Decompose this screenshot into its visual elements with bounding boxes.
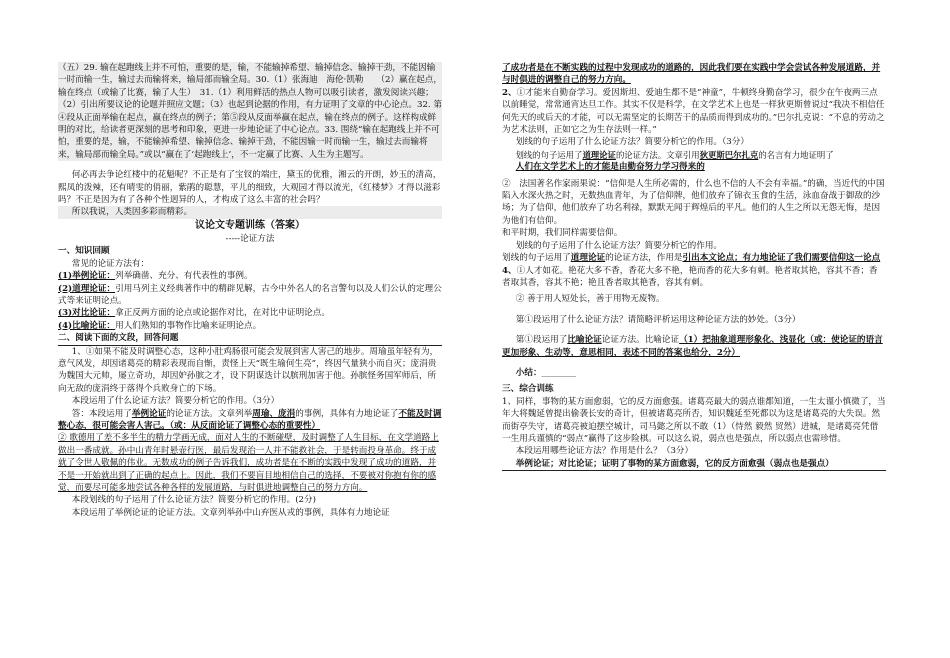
question-six-ask: 本段运用哪些论证方法？作用是什么？（3分） <box>515 446 694 457</box>
left-column <box>58 62 442 519</box>
right-column <box>502 62 886 471</box>
question-four-text: ② 法国著名作家雨果说：“信仰是人生所必需的，什么也不信的人不会有幸福。”的确，当近代的中国陷入水深火热之时，无数热血青年，为了信仰牌，他们放弃了锦衣玉食的生活，泳血奋战于御敌的沙场；为了信仰，他们放弃了功名利禄，默默无闻于辉煌后的平凡。他们的人生之所以无怨无悔，是因为他们有信仰。 <box>502 178 885 226</box>
question-five-ask: 第①段运用了什么论证方法？请简略评析运用这种论证方法的妙处。（3分） <box>515 314 801 325</box>
method-reasoning: (2)道理论证：引用马列主义经典著作中的精辟见解，古今中外名人的名言警句以及人们公认的定理公式等来证明论点。 <box>58 283 442 306</box>
methods-intro: 常见的论证方法有： <box>71 258 150 269</box>
question-one-answer: 答：本段运用了举例论证的论证方法。文章列举周瑜、庞涓的事例，具体有力地论证了不能及时调整心态，很可能会害人害己。（或：从反面论证了调整心态的重要性） <box>58 408 442 431</box>
doc-title: 议论文专题训练（答案） <box>195 219 305 231</box>
section-heading-reading: 二、阅读下面的文段，回答问题 <box>58 332 442 345</box>
section-heading-review: 一、知识回顾 <box>58 246 110 257</box>
question-four-end: 和平时期，我们同样需要信仰。 <box>502 228 623 239</box>
question-two-text: ② 歌德用了差不多半生的精力学画无成，面对人生的不断碰壁，及时调整了人生目标，在文学道路上做出一番成就。孙中山青年时悬壶行医，最后发现治一人并不能救社会，于是转而投身革命。终于成就了令世人敬佩的伟业。无数成功的例子告诉我们，成功者是在不断的实践中发现了成功的道路，并不是一开始就出到了正确的起点上。因此，我们不要盲目地相信自己的选择，不要被对你抱有你的感觉，而要尽可能多地尝试各种各样的发展道路，与时俱进地调整自己的努力方向。 <box>58 433 439 493</box>
question-one-ask: 本段运用了什么论证方法？简要分析它的作用。（3分） <box>71 396 280 407</box>
continued-answer: 了成功者是在不断实践的过程中发现成功的道路的，因此我们要在实践中学会尝试各种发展道路，并与时俱进的调整自己的努力方向。 <box>502 63 881 86</box>
question-five-text: 4、①人才如花。艳花大多不香，香花大多不艳，艳而香的花大多有刺。艳者取其艳，容其不香；香者取其香，容其不艳；艳且香者取其艳香，容其有刺。 <box>502 265 878 288</box>
question-six-text: 1、同样，事物的某方面愈弱，它的反方面愈强。诸葛亮最大的弱点谁都知道，一生太谨小慎微了，当年大将魏延曾提出偷袭长安的奇计，但被诸葛亮所否，知识魏延至死都以为这是诸葛亮的大失误。然而街亭失守，诸葛亮被迫摆空城计，司马懿之所以不敢（1）（恃然 毅然 贸然）进城，是诸葛亮凭借一生用兵谨慎的“弱点”赢得了这步险棋。可以这么说，弱点也是强点，所以弱点也需珍惜。 <box>502 396 886 444</box>
question-four-answer: 划线的句子运用了道理论证的论证方法，作用是引出本文论点；有力地论证了我们需要信仰这一论点 <box>502 253 881 264</box>
hongloumeng-paragraph: 何必再去争论红楼中的花魁呢？不正是有了宝钗的端庄，黛玉的优雅，湘云的开朗，妙玉的清高，熙凤的泼辣，还有晴雯的俏丽，紫鹃的聪慧，平儿的细致，大观园才得以流光，《红楼梦》才得以滋彩吗？不正是因为有了各种个性迥异的人，才构成了这么丰富的社会吗？ <box>58 170 442 206</box>
question-four-ask: 划线的句子运用了什么论证方法？简要分析它的作用。 <box>515 240 723 251</box>
question-three-ask: 划线的句子运用了什么论证方法？简要分析它的作用。（3分） <box>515 137 749 148</box>
question-three-answer-point: 人们在文学艺术上的才能是由勤奋努力学习得来的 <box>515 162 705 173</box>
method-example: (1)举例论证：列举确凿、充分、有代表性的事例。 <box>58 271 253 282</box>
doc-subtitle: -----论证方法 <box>225 233 275 244</box>
summary-label: 小结：________ <box>515 367 576 378</box>
question-two-ask: 本段划线的句子运用了什么论证方法？简要分析它的作用。(2分) <box>71 495 316 506</box>
paragraph-conclusion: 所以我说，人类因多彩而精彩。 <box>58 206 442 218</box>
section-heading-practice: 三、综合训练 <box>502 384 554 395</box>
method-contrast: (3)对比论证：拿正反两方面的论点或论据作对比，在对比中证明论点。 <box>58 308 330 319</box>
question-six-answer: 举例论证；对比论证；证明了事物的某方面愈弱，它的反方面愈强（弱点也是强点） <box>502 458 886 471</box>
question-two-answer: 本段运用了举例论证的论证方法。文章列举孙中山弃医从戎的事例，具体有力地论证 <box>71 507 390 518</box>
question-three-answer: 划线的句子运用了道理论证的论证方法。文章引用狄更斯巴尔扎克的名言有力地证明了 <box>515 149 834 160</box>
question-three-text: 2、①才能来自勤奋学习。爱因斯坦、爱迪生都不是“神童”，牛顿终身勤奋学习，很少在午夜两三点以前睡觉，常常通宵达旦工作。其实不仅是科学，在文学艺术上也是一样狄更斯曾说过“我决不相信任何先天的或后天的才能，可以无需坚定的长期苦干的品质而得到成功的。”巴尔扎克说：“不息的劳动之为艺术法则，正如它之为生存法则一样。” <box>502 87 885 136</box>
question-five-text-two: ② 善于用人短处长，善于用物无废物。 <box>515 294 665 305</box>
question-one-text: 1、①如果不能及时调整心态，这种小肚鸡肠很可能会发展到害人害己的地步。周瑜虽年轻有为，意气风发，却因诸葛亮的精彩表现而自惭，责怪上天“既生瑜何生亮”，终因气量狭小而自灭；庞涓贵为魏国大元帅，屡立奇功，却因妒孙膑之才，设下阴谋迭计以膑刑加害于他。孙膑怪务国军师后，所向无敌的庞涓终于落得个兵败身亡的下场。 <box>58 346 439 394</box>
answer-paragraph-five: （五）29. 输在起跑线上并不可怕，重要的是，输，不能输掉希望、输掉信念、输掉干劲，不能因输一时而输一生，输过去而输将来，输局部而输全局。30.（1）张海迪 海伦·凯勒 （2）赢在起点，输在终点（或输了比赛，输了人生） 31.（1）利用鲜活的热点人物可以吸引读者，激发阅读兴趣；（2）引出所要议论的论题并照应文题；（3）也起到论据的作用，有力证明了文章的中心论点。32. 第④段从正面举输在起点，赢在终点的例子；第⑤段从反面举赢在起点，输在终点的例子。这样构成鲜明的对比，给读者更深刻的思考和印象，更进一步地论证了中心论点。33. 围绕“输在起跑线上并不可怕，重要的是，输，不能输掉希望、输掉信念、输掉干劲，不能因输一时而输一生，输过去而输将来，输局部而输全局。”或以“赢在了‘起跑线上’，不一定赢了比赛、人生为主题写。 <box>58 63 442 160</box>
question-five-answer: 第①段运用了比喻论证论证方法。比喻论证（1）把抽象道理形象化、浅显化（或：使论证的语言更加形象、生动等，意思相同，表述不同的答案也给分，2分） <box>502 335 883 358</box>
method-metaphor: (4)比喻论证：用人们熟知的事物作比喻来证明论点。 <box>58 320 262 331</box>
